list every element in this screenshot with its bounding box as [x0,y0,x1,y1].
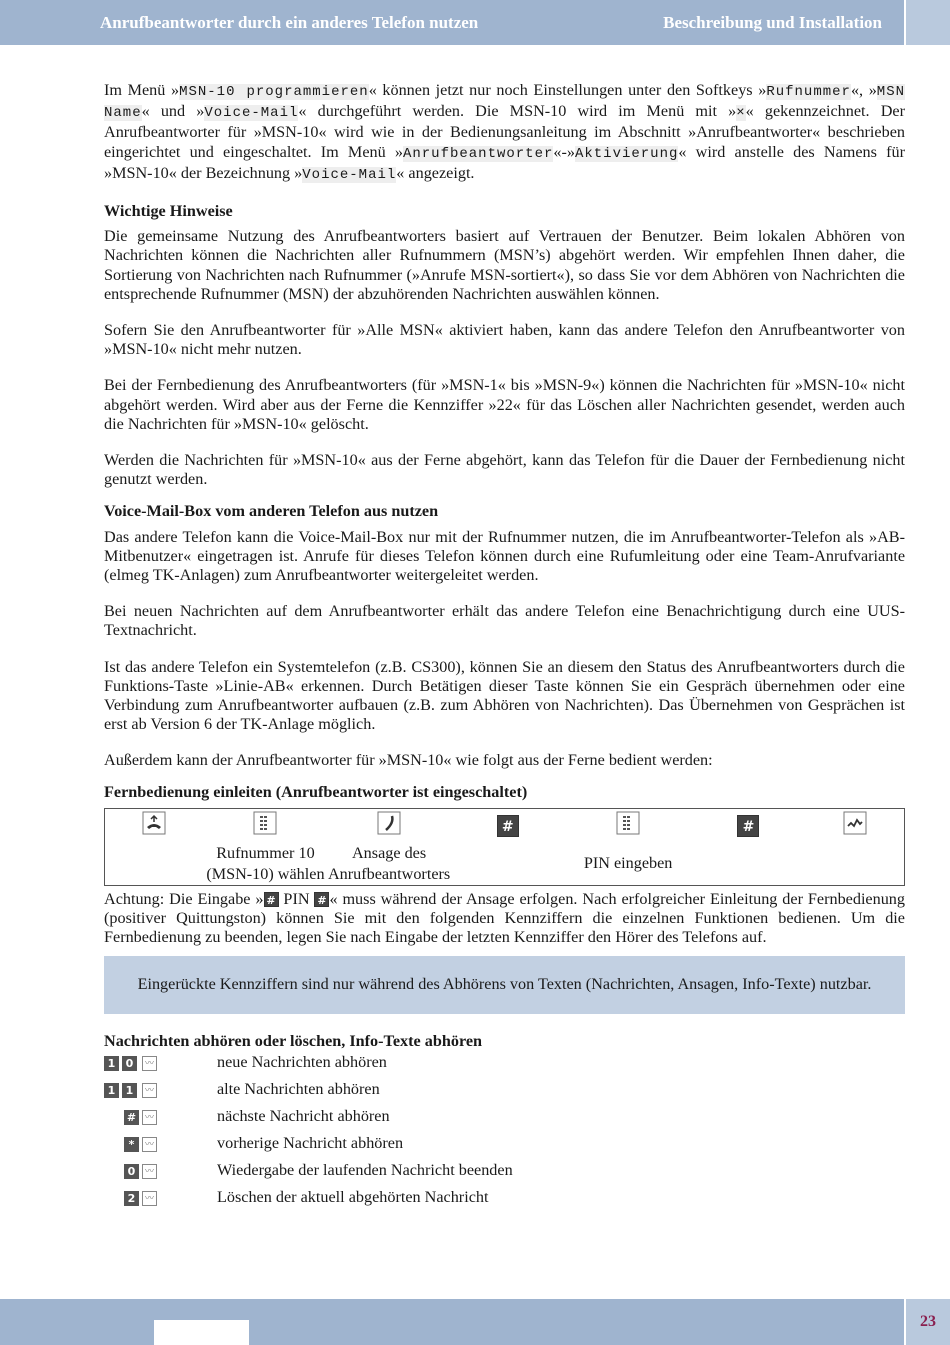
header-left-title: Anrufbeantworter durch ein anderes Telefon nutzen [100,13,479,32]
paragraph: Bei neuen Nachrichten auf dem Anrufbeantworter erhält das andere Telefon eine Benachrichtigung durch eine UUS-Textnachricht. [104,602,905,640]
page-content [104,81,905,1215]
digit-key: 1 [104,1083,119,1098]
digit-key: 0 [122,1056,137,1071]
intro-text: « können jetzt nur noch Einstellungen unter den Softkeys » [368,81,767,99]
intro-paragraph [104,81,905,185]
intro-text: « gekennzeichnet. Der Anrufbeantworter für »MSN-10« wird wie in der Bedienungsanleitung im Abschnitt »Anrufbeantworter« beschrieben eingerichtet und eingeschaltet. Im Menü » [104,102,906,161]
remote-control-table [104,808,905,886]
softkey-label: Voice-Mail [204,105,299,122]
digit-key: 1 [104,1056,119,1071]
paragraph: Ist das andere Telefon ein Systemtelefon (z.B. CS300), können Sie an diesem den Status des Anrufbeantworters durch die Funktions-Taste »Linie-AB« erkennen. Durch Betätigen dieser Taste können Sie ein Gespräch übernehmen oder eine Verbindung zum Anrufbeantworter aufbauen (z.B. zum Abhören von Nachrichten). Das Übernehmen von Gesprächen ist erst ab Version 6 der TK-Anlage möglich. [104,657,905,734]
paragraph: Die gemeinsame Nutzung des Anrufbeantworters basiert auf Vertrauen der Benutzer. Beim lokalen Abhören von Nachrichten können die Nachrichten aller Rufnummern (MSN’s) abgehört werden. Wir empfehlen Ihnen daher, die Sortierung von Nachrichten nach Rufnummer (»Anrufe MSN-sortiert«), so dass Sie vor dem Abhören von Nachrichten die entsprechende Rufnummer (MSN) der abzuhörenden Nachrichten auswählen können. [104,227,905,303]
menu-label: MSN-10 programmieren [179,84,369,100]
page-footer [0,1299,950,1345]
handset-lift-icon [105,808,203,843]
menu-label: Anrufbeantworter [402,145,554,162]
softkey-label: Rufnummer [766,84,851,100]
menu-label: Voice-Mail [302,166,397,183]
list-item-label: nächste Nachricht abhören [217,1106,390,1125]
cell-rufnummer: Rufnummer 10 (MSN-10) wählen [206,843,325,883]
message-codes-list [104,1032,905,1215]
digit-key: 1 [122,1083,137,1098]
intro-text: «-» [553,142,575,161]
section-heading-hinweise: Wichtige Hinweise [104,202,233,221]
confirm-tone-icon [806,808,904,843]
intro-text: « angezeigt. [396,163,475,182]
list-item [104,1080,905,1107]
intro-text: « durchgeführt werden. Die MSN-10 wird im Menü mit » [298,102,737,121]
digit-key: 0 [124,1164,139,1179]
header-tab [904,0,950,45]
confirm-tone-icon: 〰 [142,1191,157,1206]
hash-key-icon [450,808,565,843]
list-item [104,1053,905,1080]
confirm-tone-icon: 〰 [142,1083,157,1098]
intro-text: « und » [141,102,205,121]
paragraph: Werden die Nachrichten für »MSN-10« aus der Ferne abgehört, kann das Telefon für die Dauer der Fernbedienung nicht genutzt werden. [104,451,905,489]
keypad-icon [565,808,691,843]
hash-key-icon [691,808,806,843]
footer-white-block [154,1320,249,1345]
page-header [0,0,950,45]
section-heading-fernbedienung: Fernbedienung einleiten (Anrufbeantworter ist eingeschaltet) [104,782,528,801]
star-key: * [124,1137,139,1152]
hash-key-glyph: # [497,815,519,837]
paragraph: Das andere Telefon kann die Voice-Mail-Box nur mit der Rufnummer nutzen, die im Anrufbeantworter-Telefon als »AB-Mitbenutzer« eingetragen ist. Anrufe für dieses Telefon können durch eine Rufumleitung oder eine Team-Anrufvariante (elmeg TK-Anlagen) zum Anrufbeantworter weitergeleitet werden. [104,527,905,585]
note-text: « muss während der Ansage erfolgen. Nach erfolgreicher Einleitung der Fernbedienung (positiver Quittungston) können Sie mit den folgenden Kennziffern die einzelnen Funktionen bedienen. Um die Fernbedienung zu beenden, legen Sie nach Eingabe der letzten Kennziffer den Hörer des Telefons auf. [104,889,905,947]
softkey-label: MSN Name [104,84,906,122]
header-right-title: Beschreibung und Installation [663,13,882,32]
hash-key-icon: # [314,892,329,907]
list-item-label: Löschen der aktuell abgehörten Nachricht [217,1187,489,1206]
list-item-label: neue Nachrichten abhören [217,1052,387,1071]
paragraph: Sofern Sie den Anrufbeantworter für »Alle MSN« aktiviert haben, kann das andere Telefon den Anrufbeantworter von »MSN-10« nicht mehr nutzen. [104,321,905,359]
info-box: Eingerückte Kennziffern sind nur während des Abhörens von Texten (Nachrichten, Ansagen, Info-Texte) nutzbar. [104,956,905,1014]
note-text: PIN [278,889,315,908]
list-item [104,1107,905,1134]
list-item-label: alte Nachrichten abhören [217,1079,380,1098]
attention-note [104,890,905,948]
confirm-tone-icon: 〰 [142,1137,157,1152]
hash-key-glyph: # [737,815,759,837]
digit-key: 2 [124,1191,139,1206]
cell-pin: PIN eingeben [583,854,673,873]
confirm-tone-icon: 〰 [142,1056,157,1071]
hash-key: # [124,1110,139,1125]
paragraph: Außerdem kann der Anrufbeantworter für »MSN-10« wie folgt aus der Ferne bedient werden: [104,751,713,770]
intro-text: « wird anstelle des Namens für »MSN-10« der Bezeichnung » [104,142,905,182]
section-heading-voicemail: Voice-Mail-Box vom anderen Telefon aus nutzen [104,502,439,521]
intro-text: «, » [850,81,877,99]
list-item [104,1161,905,1188]
list-item [104,1188,905,1215]
list-item-label: vorherige Nachricht abhören [217,1133,404,1152]
page-number: 23 [904,1299,950,1345]
ringing-icon [328,808,450,843]
section-heading-nachrichten: Nachrichten abhören oder löschen, Info-Texte abhören [104,1031,483,1050]
menu-label: Aktivierung [574,145,679,162]
marker-symbol: × [736,105,746,122]
confirm-tone-icon: 〰 [142,1164,157,1179]
cell-ansage: Ansage des Anrufbeantworters [327,843,451,883]
keypad-icon [203,808,328,843]
list-item [104,1134,905,1161]
note-text: Achtung: Die Eingabe » [104,889,264,908]
intro-text: Im Menü » [104,81,180,99]
confirm-tone-icon: 〰 [142,1110,157,1125]
hash-key-icon: # [264,892,279,907]
list-item-label: Wiedergabe der laufenden Nachricht beenden [217,1160,513,1179]
paragraph: Bei der Fernbedienung des Anrufbeantworters (für »MSN-1« bis »MSN-9«) können die Nachrichten für »MSN-10« nicht abgehört werden. Wird aber aus der Ferne die Kennziffer »22« für das Löschen aller Nachrichten gesendet, werden auch die Nachrichten für »MSN-10« gelöscht. [104,376,905,433]
